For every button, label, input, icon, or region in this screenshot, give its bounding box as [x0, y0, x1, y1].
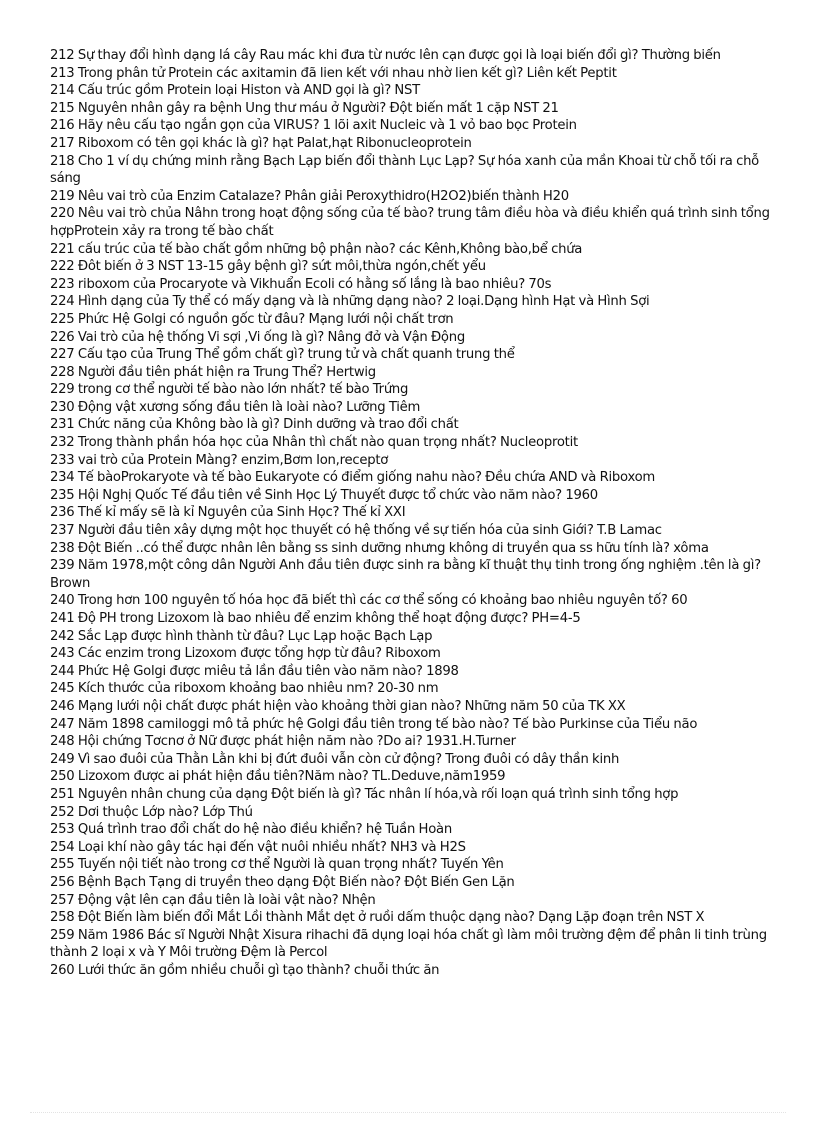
question-answer-item: 260 Lưới thức ăn gồm nhiều chuỗi gì tạo thành? chuỗi thức ăn: [50, 962, 440, 978]
question-answer-item: 252 Dơi thuộc Lớp nào? Lớp Thú: [50, 804, 253, 820]
question-answer-item: 235 Hội Nghị Quốc Tế đầu tiên về Sinh Học Lý Thuyết được tổ chức vào năm nào? 1960: [50, 487, 598, 503]
question-answer-item: 233 vai trò của Protein Màng? enzim,Bơm Ion,receptơ: [50, 452, 389, 468]
question-answer-item: 228 Người đầu tiên phát hiện ra Trung Thể? Hertwig: [50, 364, 376, 380]
question-answer-item: 248 Hội chứng Tơcnơ ở Nữ được phát hiện năm nào ?Do ai? 1931.H.Turner: [50, 734, 516, 750]
question-answer-item: 251 Nguyên nhân chung của dạng Đột biến là gì? Tác nhân lí hóa,và rối loạn quá trình sinh tổng hợp: [50, 786, 679, 802]
question-answer-item: 212 Sự thay đổi hình dạng lá cây Rau mác khi đưa từ nước lên cạn được gọi là loại biến đổi gì? Thường biến: [50, 48, 721, 63]
question-answer-item: 255 Tuyến nội tiết nào trong cơ thể Người là quan trọng nhất? Tuyến Yên: [50, 857, 504, 873]
question-answer-item: 227 Cấu tạo của Trung Thể gồm chất gì? trung tử và chất quanh trung thể: [50, 347, 515, 363]
question-answer-item: 224 Hình dạng của Ty thể có mấy dạng và là những dạng nào? 2 loại.Dạng hình Hạt và Hình Sợi: [50, 294, 650, 310]
question-answer-item: 230 Động vật xương sống đầu tiên là loài nào? Lưỡng Tiêm: [50, 399, 421, 415]
question-answer-item: 253 Quá trình trao đổi chất do hệ nào điều khiển? hệ Tuần Hoàn: [50, 822, 452, 838]
question-answer-item: 250 Lizoxom được ai phát hiện đầu tiên?Năm nào? TL.Deduve,năm1959: [50, 769, 506, 785]
question-answer-item: 213 Trong phân tử Protein các axitamin đã lien kết với nhau nhờ lien kết gì? Liên kết Peptit: [50, 65, 617, 81]
question-answer-item: 229 trong cơ thể người tế bào nào lớn nhất? tế bào Trứng: [50, 382, 409, 398]
question-answer-item: 240 Trong hơn 100 nguyên tố hóa học đã biết thì các cơ thể sống có khoảng bao nhiêu nguyên tố? 60: [50, 593, 688, 609]
question-answer-item: 232 Trong thành phần hóa học của Nhân thì chất nào quan trọng nhất? Nucleoprotit: [50, 435, 578, 451]
question-answer-item: 242 Sắc Lạp được hình thành từ đâu? Lục Lạp hoặc Bạch Lạp: [50, 628, 433, 644]
question-answer-item: 241 Độ PH trong Lizoxom là bao nhiêu để enzim không thể hoạt động được? PH=4-5: [50, 611, 581, 626]
page-bottom-divider: [30, 1112, 786, 1113]
question-answer-item: 219 Nêu vai trò của Enzim Catalaze? Phân giải Peroxythidro(H2O2)biến thành H20: [50, 188, 569, 204]
question-answer-item: 231 Chức năng của Không bào là gì? Dinh dưỡng và trao đổi chất: [50, 417, 459, 433]
question-answer-item: 214 Cấu trúc gồm Protein loại Histon và AND gọi là gì? NST: [50, 83, 420, 99]
question-answer-item: 258 Đột Biến làm biến đổi Mắt Lồi thành Mắt dẹt ở ruồi dấm thuộc dạng nào? Dạng Lặp đoạn trên NST X: [50, 910, 705, 926]
question-answer-item: 217 Riboxom có tên gọi khác là gì? hạt Palat,hạt Ribonucleoprotein: [50, 135, 472, 151]
question-answer-item: 257 Động vật lên cạn đầu tiên là loài vật nào? Nhện: [50, 892, 376, 908]
question-answer-item: 225 Phức Hệ Golgi có nguồn gốc từ đâu? Mạng lưới nội chất trơn: [50, 311, 454, 327]
question-answer-item: 249 Vì sao đuôi của Thằn Lằn khi bị đứt đuôi vẫn còn cử động? Trong đuôi có dây thần kinh: [50, 751, 620, 767]
question-answer-item: 247 Năm 1898 camiloggi mô tả phức hệ Golgi đầu tiên trong tế bào nào? Tế bào Purkinse của Tiểu não: [50, 716, 698, 732]
question-answer-item: 216 Hãy nêu cấu tạo ngắn gọn của VIRUS? 1 lõi axit Nucleic và 1 vỏ bao bọc Protein: [50, 118, 577, 134]
question-answer-item: 222 Đôt biến ở 3 NST 13-15 gây bệnh gì? sứt môi,thừa ngón,chết yểu: [50, 259, 486, 275]
question-answer-item: 245 Kích thước của riboxom khoảng bao nhiêu nm? 20-30 nm: [50, 681, 439, 697]
question-answer-item: 246 Mạng lưới nội chất được phát hiện vào khoảng thời gian nào? Những năm 50 của TK XX: [50, 698, 626, 714]
question-answer-item: 236 Thế kỉ mấy sẽ là kỉ Nguyên của Sinh Học? Thế kỉ XXI: [50, 505, 406, 521]
question-answer-list: [50, 47, 776, 979]
question-answer-item: 223 riboxom của Procaryote và Vikhuẩn Ecoli có hằng số lắng là bao nhiêu? 70s: [50, 276, 552, 292]
question-answer-item: 226 Vai trò của hệ thống Vi sợi ,Vi ống là gì? Nâng đở và Vận Động: [50, 329, 465, 345]
question-answer-item: 234 Tế bàoProkaryote và tế bào Eukaryote có điểm giống nahu nào? Đều chứa AND và Riboxom: [50, 470, 656, 486]
question-answer-item: 215 Nguyên nhân gây ra bệnh Ung thư máu ở Người? Đột biến mất 1 cặp NST 21: [50, 100, 559, 116]
question-answer-item: 259 Năm 1986 Bác sĩ Người Nhật Xisura rihachi đã dụng loại hóa chất gì làm môi trường đệm để phân li tinh trùng thành 2 loại x và Y Môi trường Đệm là Percol: [50, 927, 767, 961]
question-answer-item: 237 Người đầu tiên xây dựng một học thuyết có hệ thống về sự tiến hóa của sinh Giới? T.B Lamac: [50, 523, 662, 539]
question-answer-item: 221 cấu trúc của tế bào chất gồm những bộ phận nào? các Kênh,Không bào,bể chứa: [50, 241, 583, 257]
question-answer-item: 256 Bệnh Bạch Tạng di truyền theo dạng Đột Biến nào? Đột Biến Gen Lặn: [50, 874, 515, 890]
question-answer-item: 239 Năm 1978,một công dân Người Anh đầu tiên được sinh ra bằng kĩ thuật thụ tinh trong ống nghiệm .tên là gì? Brown: [50, 558, 761, 591]
question-answer-item: 243 Các enzim trong Lizoxom được tổng hợp từ đâu? Riboxom: [50, 646, 441, 662]
question-answer-item: 244 Phức Hệ Golgi được miêu tả lần đầu tiên vào năm nào? 1898: [50, 663, 459, 679]
question-answer-item: 254 Loại khí nào gây tác hại đến vật nuôi nhiều nhất? NH3 và H2S: [50, 839, 466, 855]
question-answer-item: 220 Nêu vai trò chủa Nâhn trong hoạt động sống của tế bào? trung tâm điều hòa và điều khiển quá trình sinh tổng hợpProtein xảy ra trong tế bào chất: [50, 206, 770, 239]
question-answer-item: 238 Đột Biến ..có thể được nhân lên bằng ss sinh dưỡng nhưng không di truyền qua ss hữu tính là? xôma: [50, 540, 709, 556]
question-answer-item: 218 Cho 1 ví dụ chứng minh rằng Bạch Lạp biến đổi thành Lục Lạp? Sự hóa xanh của mần Khoai từ chỗ tối ra chỗ sáng: [50, 153, 759, 187]
